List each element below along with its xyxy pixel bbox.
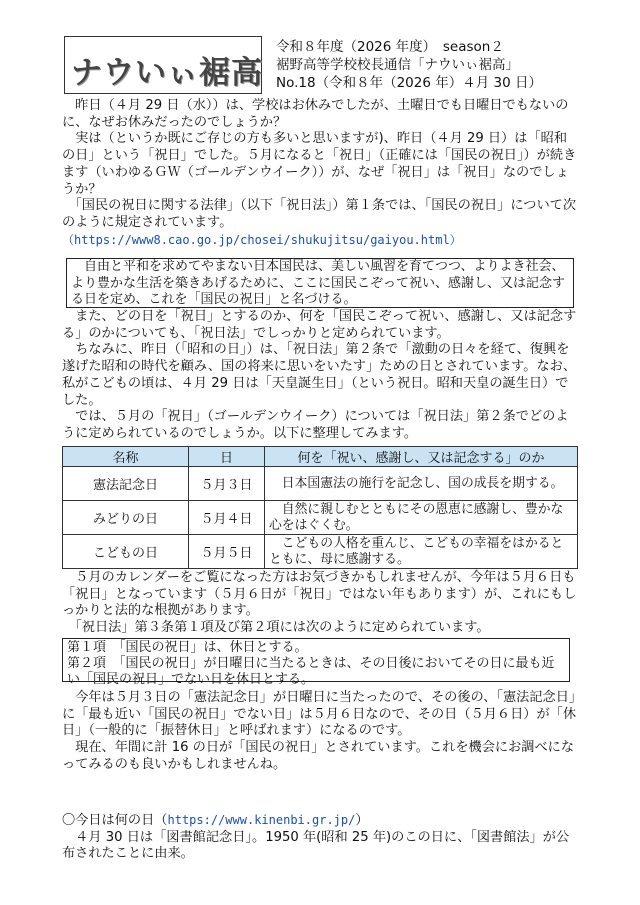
middle-section bbox=[62, 309, 580, 443]
intro-paragraph-1: 昨日（４月 29 日（水））は、学校はお休みでしたが、土曜日でも日曜日でもないのに、なぜお休みだったのでしょうか？ bbox=[62, 98, 569, 130]
intro-section bbox=[62, 98, 580, 248]
today-section bbox=[62, 812, 580, 863]
intro-paragraph-2: 実は（というか既にご存じの方も多いと思いますが)、昨日（４月 29 日）は「昭和の日」という「祝日」でした。５月になると「祝日」（正確には「国民の祝日」）が続きます（いわゆるＧＷ（ゴールデンウイーク））が、なぜ「祝日」は「祝日」なのでしょうか？ bbox=[62, 131, 577, 197]
issue-info bbox=[276, 38, 586, 92]
holiday-name: こどもの日 bbox=[63, 535, 189, 569]
today-heading-end: ） bbox=[355, 813, 369, 828]
law-item-1: 第１項 「国民の祝日」は、休日とする。 bbox=[67, 640, 308, 655]
column-header-date: 日 bbox=[189, 447, 265, 467]
holiday-table bbox=[62, 446, 578, 569]
column-header-purpose: 何を「祝い、感謝し、又は記念する」のか bbox=[265, 447, 578, 467]
column-header-name: 名称 bbox=[63, 447, 189, 467]
today-text: ４月 30 日は「図書館記念日」。1950 年(昭和 25 年)のこの日に、「図書館法」が公布されたことに由来。 bbox=[62, 829, 570, 862]
middle-paragraph-1: また、どの日を「祝日」とするのか、何を「国民こぞって祝い、感謝し、又は記念する」のかについても、「祝日法」でしっかりと定められています。 bbox=[62, 309, 577, 341]
closing-paragraph-1: 今年は５月３日の「憲法記念日」が日曜日に当たったので、その後の、「憲法記念日」に「最も近い「国民の祝日」でない日」は５月６日なので、その日（５月６日）が「休日」（一般的に「振替休日」と呼ばれます）になるのです。 bbox=[62, 690, 577, 739]
issue-title: 裾野高等学校校長通信「ナウいぃ裾高」 bbox=[276, 57, 519, 73]
holiday-date: ５月５日 bbox=[189, 535, 265, 569]
newsletter-header bbox=[64, 36, 576, 94]
holiday-date: ５月３日 bbox=[189, 467, 265, 501]
issue-number-date: No.18（令和８年（2026 年）４月 30 日） bbox=[276, 75, 542, 91]
table-row bbox=[63, 501, 578, 535]
holiday-purpose: 日本国憲法の施行を記念し、国の成長を期する。 bbox=[265, 467, 578, 501]
table-row bbox=[63, 535, 578, 569]
cao-link[interactable]: （https://www8.cao.go.jp/chosei/shukujitsu/gaiyou.html） bbox=[62, 232, 462, 247]
after-table-paragraph-2: 「祝日法」第３条第１項及び第２項には次のように定められています。 bbox=[62, 620, 490, 636]
after-table-section bbox=[62, 570, 580, 637]
law-article-1-quote: 自由と平和を求めてやまない日本国民は、美しい風習を育てつつ、よりよき社会、より豊かな生活を築きあげるために、ここに国民こぞって祝い、感謝し、又は記念する日を定め、これを「国民の祝日」と名づける。 bbox=[66, 258, 574, 308]
today-heading bbox=[62, 812, 580, 830]
intro-paragraph-3: 「国民の祝日に関する法律」（以下「祝日法」）第１条では、「国民の祝日」について次のように規定されています。 bbox=[62, 198, 577, 230]
kinenbi-link[interactable]: https://www.kinenbi.gr.jp/ bbox=[167, 813, 356, 827]
closing-section bbox=[62, 690, 580, 774]
middle-paragraph-2: ちなみに、昨日（「昭和の日」）は、「祝日法」第２条で「激動の日々を経て、復興を遂げた昭和の時代を顧み、国の将来に思いをいたす」ための日とされています。なお、私がこどもの頃は、４月 29 日は「天皇誕生日」（という祝日。昭和天皇の誕生日）でした。 bbox=[62, 342, 577, 408]
issue-year: 令和８年度（2026 年度） season２ bbox=[276, 39, 504, 55]
law-item-2: 第２項 「国民の祝日」が日曜日に当たるときは、その日後においてその日に最も近い「国民の祝日」でない日を休日とする。 bbox=[67, 656, 555, 687]
logo-text: ナウいぃ裾高 bbox=[71, 55, 263, 91]
law-article-3-box bbox=[62, 638, 570, 687]
holiday-date: ５月４日 bbox=[189, 501, 265, 535]
newsletter-logo bbox=[64, 36, 262, 94]
table-header-row bbox=[63, 447, 578, 467]
holiday-purpose: こどもの人格を重んじ、こどもの幸福をはかるとともに、母に感謝する。 bbox=[265, 535, 578, 569]
today-heading-label: 〇今日は何の日（ bbox=[62, 813, 168, 828]
table-row bbox=[63, 467, 578, 501]
after-table-paragraph-1: ５月のカレンダーをご覧になった方はお気づきかもしれませんが、今年は５月６日も「祝日」となっています（５月６日が「祝日」ではない年もあります）が、これにもしっかりと法的な根拠があります。 bbox=[62, 570, 577, 619]
middle-paragraph-3: では、５月の「祝日」（ゴールデンウイーク）については「祝日法」第２条でどのように定められているのでしょうか。以下に整理してみます。 bbox=[62, 409, 569, 441]
holiday-name: みどりの日 bbox=[63, 501, 189, 535]
holiday-purpose: 自然に親しむとともにその恩恵に感謝し、豊かな心をはぐくむ。 bbox=[265, 501, 578, 535]
closing-paragraph-2: 現在、年間に計 16 の日が「国民の祝日」とされています。これを機会にお調べになってみるのも良いかもしれませんね。 bbox=[62, 740, 575, 772]
holiday-name: 憲法記念日 bbox=[63, 467, 189, 501]
